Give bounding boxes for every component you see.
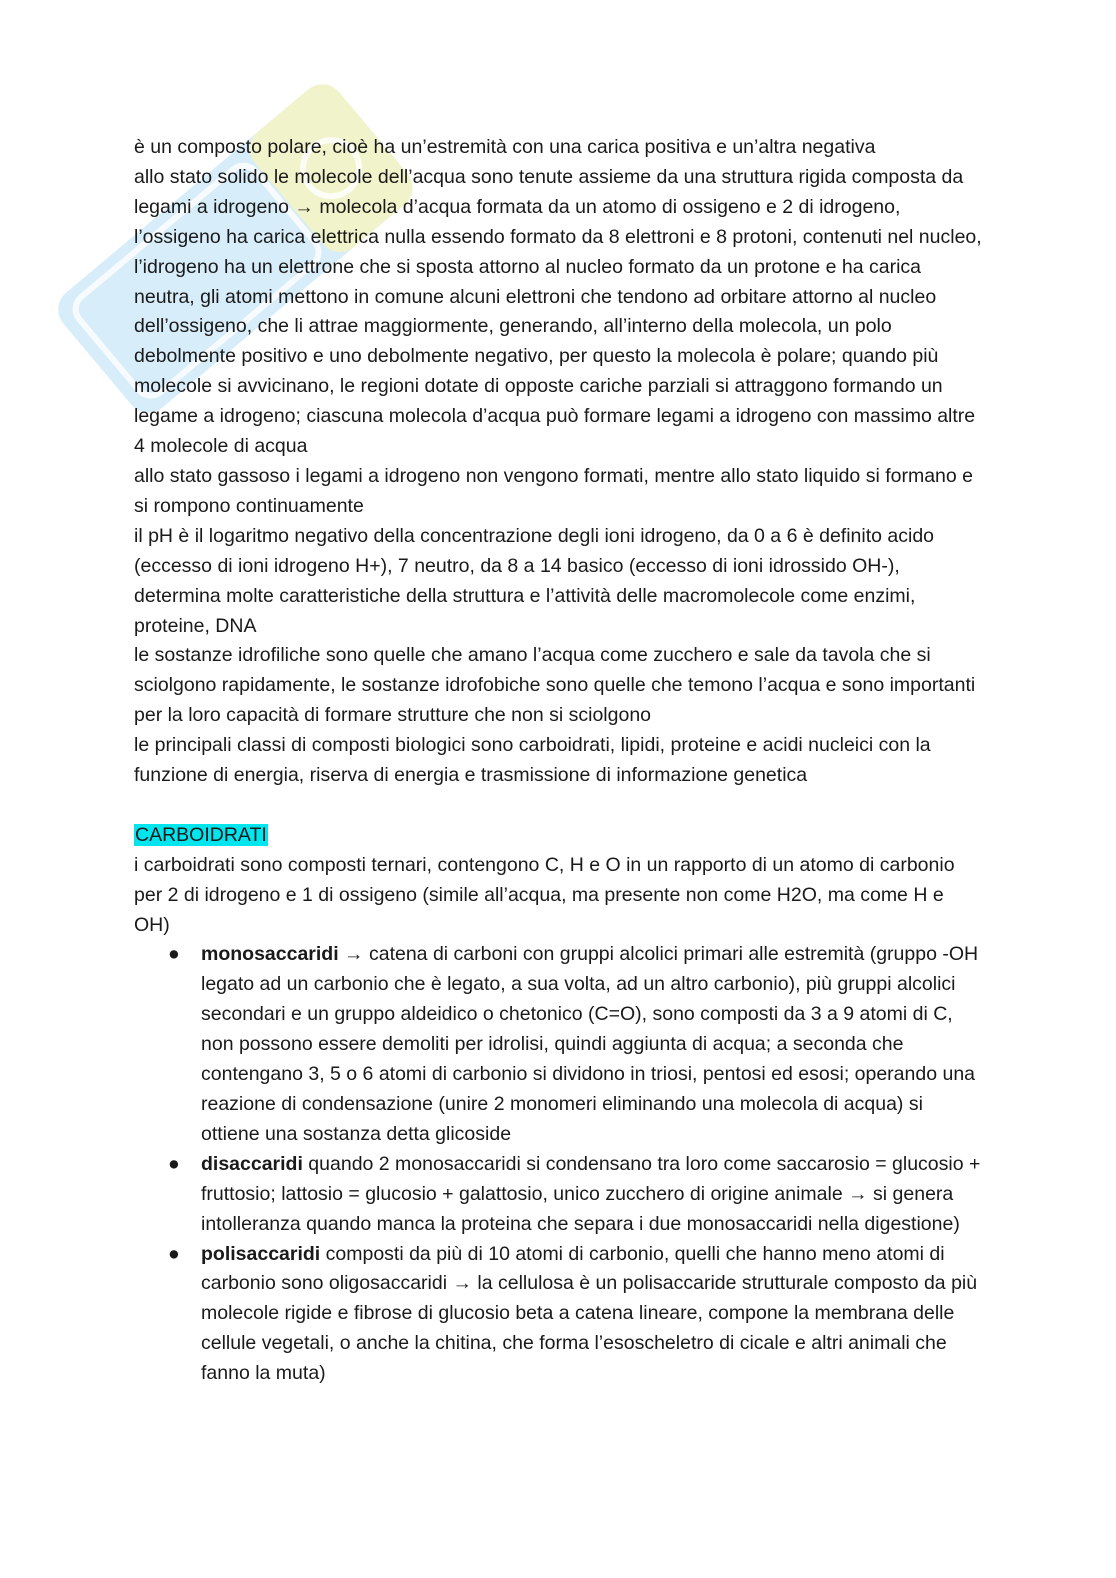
list-item bbox=[168, 940, 984, 1149]
spacer bbox=[134, 791, 984, 821]
section-intro: i carboidrati sono composti ternari, contengono C, H e O in un rapporto di un atomo di carbonio per 2 di idrogeno e 1 di ossigeno (simile all’acqua, ma presente non come H2O, ma come H e OH) bbox=[134, 853, 955, 936]
bullet-icon: ● bbox=[168, 943, 180, 966]
bullet-icon: ● bbox=[168, 1152, 180, 1175]
list-item-term: monosaccaridi bbox=[201, 943, 339, 966]
paragraph-hydrophilic: le sostanze idrofiliche sono quelle che amano l’acqua come zucchero e sale da tavola che si sciolgono rapidamente, le sostanze idrofobiche sono quelle che temono l’acqua e sono importanti per la loro capacità di formare strutture che non si sciolgono bbox=[134, 644, 976, 727]
carbohydrate-list bbox=[134, 940, 984, 1389]
list-item-term: polisaccaridi bbox=[201, 1242, 321, 1265]
list-item bbox=[168, 1240, 984, 1390]
list-item-term: disaccaridi bbox=[201, 1152, 303, 1175]
paragraph-gas-state: allo stato gassoso i legami a idrogeno non vengono formati, mentre allo stato liquido si formano e si rompono continuamente bbox=[134, 464, 973, 517]
paragraph-biological-compounds: le principali classi di composti biologici sono carboidrati, lipidi, proteine e acidi nucleici con la funzione di energia, riserva di energia e trasmissione di informazione genetica bbox=[134, 734, 931, 787]
document-body bbox=[134, 133, 984, 1389]
paragraph-solid-state: allo stato solido le molecole dell’acqua sono tenute assieme da una struttura rigida composta da legami a idrogeno → molecola d’acqua formata da un atomo di ossigeno e 2 di idrogeno, l’ossigeno ha carica elettrica nulla essendo formato da 8 elettroni e 8 protoni, contenuti nel nucleo, l’idrogeno ha un elettrone che si sposta attorno al nucleo formato da un protone e ha carica neutra, gli atomi mettono in comune alcuni elettroni che tendono ad orbitare attorno al nucleo dell’ossigeno, che li attrae maggiormente, generando, all’interno della molecola, un polo debolmente positivo e uno debolmente negativo, per questo la molecola è polare; quando più molecole si avvicinano, le regioni dotate di opposte cariche parziali si attraggono formando un legame a idrogeno; ciascuna molecola d’acqua può formare legami a idrogeno con massimo altre 4 molecole di acqua bbox=[134, 165, 982, 458]
list-item-text: composti da più di 10 atomi di carbonio, quelli che hanno meno atomi di carbonio sono oligosaccaridi → la cellulosa è un polisaccaride strutturale composto da più molecole rigide e fibrose di glucosio beta a catena lineare, compone la membrana delle cellule vegetali, o anche la chitina, che forma l’esoscheletro di cicale e altri animali che fanno la muta) bbox=[201, 1242, 978, 1385]
list-item bbox=[168, 1150, 984, 1240]
list-item-text: quando 2 monosaccaridi si condensano tra loro come saccarosio = glucosio + fruttosio; lattosio = glucosio + galattosio, unico zucchero di origine animale → si genera intolleranza quando manca la proteina che separa i due monosaccaridi nella digestione) bbox=[201, 1152, 981, 1235]
section-heading bbox=[134, 821, 984, 851]
bullet-icon: ● bbox=[168, 1242, 180, 1265]
paragraph-ph: il pH è il logaritmo negativo della concentrazione degli ioni idrogeno, da 0 a 6 è definito acido (eccesso di ioni idrogeno H+), 7 neutro, da 8 a 14 basico (eccesso di ioni idrossido OH-), determina molte caratteristiche della struttura e l’attività delle macromolecole come enzimi, proteine, DNA bbox=[134, 524, 935, 637]
list-item-text: → catena di carboni con gruppi alcolici primari alle estremità (gruppo -OH legato ad un carbonio che è legato, a sua volta, ad un altro carbonio), più gruppi alcolici secondari e un gruppo aldeidico o chetonico (C=O), sono composti da 3 a 9 atomi di C, non possono essere demoliti per idrolisi, quindi aggiunta di acqua; a seconda che contengano 3, 5 o 6 atomi di carbonio si dividono in triosi, pentosi ed esosi; operando una reazione di condensazione (unire 2 monomeri eliminando una molecola di acqua) si ottiene una sostanza detta glicoside bbox=[201, 943, 979, 1145]
highlighted-heading-text: CARBOIDRATI bbox=[135, 823, 267, 846]
paragraph-polar: è un composto polare, cioè ha un’estremità con una carica positiva e un’altra negativa bbox=[134, 136, 876, 158]
